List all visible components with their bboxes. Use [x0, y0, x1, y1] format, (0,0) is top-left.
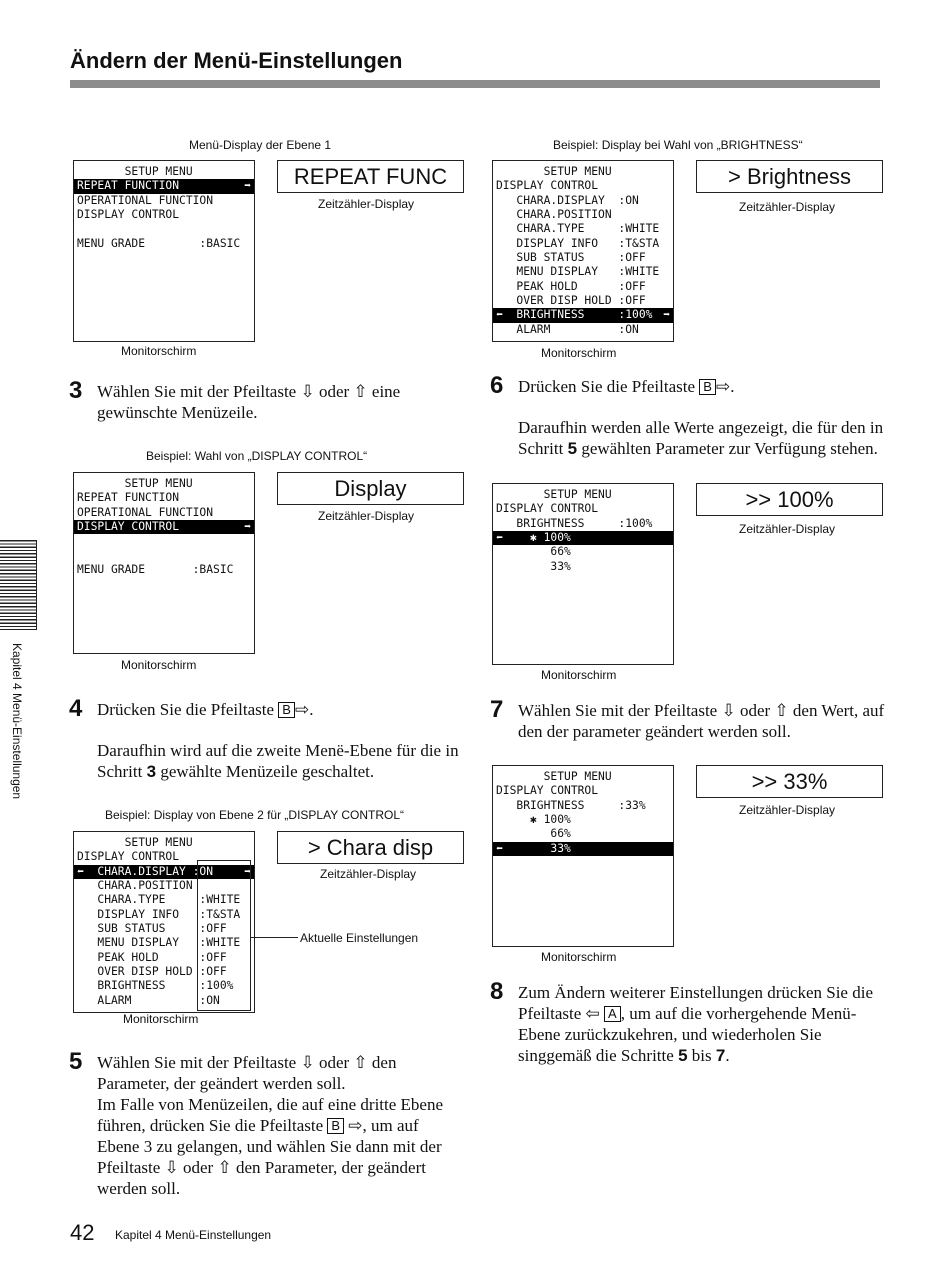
- menu-row-text: REPEAT FUNCTION: [77, 179, 180, 193]
- step-4-detail-end: gewählte Menüzeile geschaltet.: [160, 762, 375, 781]
- footer-chapter: Kapitel 4 Menü-Einstellungen: [115, 1228, 272, 1242]
- menu-row-text: CHARA.DISPLAY :ON: [496, 193, 639, 207]
- menu-row-text: DISPLAY INFO :T&STA: [77, 907, 241, 921]
- menu-row: [74, 836, 254, 850]
- fig1-counter-display: REPEAT FUNC: [277, 160, 464, 193]
- step-6-detail-end: gewählten Parameter zur Verfügung stehen.: [581, 439, 878, 458]
- menu-row-selected: [493, 531, 673, 545]
- menu-row-text: OVER DISP HOLD :OFF: [496, 294, 646, 308]
- step-7-text: Wählen Sie mit der Pfeiltaste ⇩ oder ⇧ den Wert, auf den der parameter geändert werden soll.: [518, 701, 885, 741]
- menu-row-text: MENU DISPLAY :WHITE: [77, 936, 241, 950]
- fig1-counter-label: Zeitzähler-Display: [318, 197, 415, 211]
- menu-row: [493, 251, 673, 265]
- menu-row-text: ✱ 100%: [496, 813, 571, 827]
- menu-row: [493, 208, 673, 222]
- menu-row-text: SUB STATUS :OFF: [77, 922, 227, 936]
- fig3-caption: Beispiel: Display von Ebene 2 für „DISPLAY CONTROL“: [105, 808, 405, 822]
- menu-row: [493, 784, 673, 798]
- step-4-number: 4: [69, 695, 83, 722]
- menu-row-text: ⬅ ✱ 100%: [496, 531, 571, 545]
- step-8: [490, 978, 888, 1066]
- menu-row-text: OPERATIONAL FUNCTION: [77, 193, 214, 207]
- fig4-caption: Beispiel: Display bei Wahl von „BRIGHTNESS“: [553, 138, 803, 152]
- step-4-detail: Daraufhin wird auf die zweite Menë-Ebene für die in Schritt: [97, 741, 459, 781]
- title-rule: [70, 80, 880, 88]
- menu-row-text: PEAK HOLD :OFF: [77, 950, 227, 964]
- menu-row: [493, 179, 673, 193]
- menu-row-text: ⬅ BRIGHTNESS :100%: [496, 308, 653, 322]
- callout-line: [250, 937, 298, 938]
- fig1-monitor-label: Monitorschirm: [121, 344, 197, 358]
- menu-row-text: 33%: [496, 559, 571, 573]
- step-7-number: 7: [490, 696, 504, 723]
- current-settings-bracket: [197, 860, 251, 1011]
- step-6-number: 6: [490, 372, 504, 399]
- menu-row-text: DISPLAY CONTROL: [496, 784, 599, 798]
- step-5-text: Wählen Sie mit der Pfeiltaste ⇩ oder ⇧ den Parameter, der geändert werden soll.: [97, 1053, 397, 1093]
- step-8-text-cont: , um auf die vorhergehende Menü-Ebene zurückzukehren, und wiederholen Sie singgemäß die Schritte: [518, 1004, 857, 1065]
- fig4-monitor-label: Monitorschirm: [541, 346, 617, 360]
- step-ref: 5: [567, 439, 578, 458]
- menu-row-text: DISPLAY CONTROL: [77, 850, 180, 864]
- fig3-counter-label: Zeitzähler-Display: [320, 867, 417, 881]
- menu-row: [493, 265, 673, 279]
- menu-row-text: ALARM :ON: [77, 993, 220, 1007]
- menu-row: [74, 208, 254, 222]
- menu-row-selected: [74, 179, 254, 193]
- fig1-monitor-screen: [73, 160, 255, 342]
- step-6: [490, 372, 888, 459]
- step-6-detail: Daraufhin werden alle Werte angezeigt, die für den in Schritt: [518, 418, 884, 458]
- step-5-detail: Im Falle von Menüzeilen, die auf eine dritte Ebene führen, drücken Sie die Pfeiltaste: [97, 1095, 444, 1135]
- menu-row: [74, 477, 254, 491]
- fig2-caption: Beispiel: Wahl von „DISPLAY CONTROL“: [146, 449, 368, 463]
- menu-row-text: SETUP MENU: [496, 488, 612, 501]
- b-key-icon: B: [699, 379, 716, 395]
- step-4-text: Drücken Sie die Pfeiltaste: [97, 700, 275, 719]
- step-6-text: Drücken Sie die Pfeiltaste: [518, 377, 696, 396]
- menu-row: [74, 491, 254, 505]
- fig6-monitor-screen: [492, 765, 674, 947]
- menu-row: [74, 165, 254, 179]
- menu-row-selected: [493, 842, 673, 856]
- b-key-icon: B: [327, 1118, 344, 1134]
- step-8-bis: bis: [691, 1046, 712, 1065]
- menu-row: [74, 222, 254, 236]
- fig4-monitor-screen: [492, 160, 674, 342]
- step-8-text: Zum Ändern weiterer Einstellungen drücken Sie die Pfeiltaste ⇦: [518, 983, 873, 1023]
- step-5: [69, 1048, 462, 1199]
- step-ref: 5: [678, 1046, 688, 1065]
- menu-row-text: SETUP MENU: [496, 770, 612, 783]
- menu-row: [74, 237, 254, 251]
- step-3: [69, 377, 457, 423]
- right-arrow-icon: ➡: [663, 308, 670, 322]
- right-arrow-icon: ➡: [244, 864, 251, 878]
- step-8-end: .: [725, 1046, 730, 1065]
- step-ref: 7: [715, 1046, 726, 1065]
- menu-row-text: ALARM :ON: [496, 322, 639, 336]
- fig2-monitor-screen: [73, 472, 255, 654]
- menu-row-text: MENU GRADE :BASIC: [77, 563, 234, 577]
- right-arrow-icon: ➡: [244, 520, 251, 534]
- right-arrow-icon: ⇨.: [715, 377, 735, 396]
- menu-row: [493, 280, 673, 294]
- step-ref: 3: [146, 762, 157, 781]
- menu-row: [493, 827, 673, 841]
- menu-row-text: ⬅ 33%: [496, 841, 571, 855]
- menu-row: [493, 770, 673, 784]
- menu-row: [493, 222, 673, 236]
- step-8-number: 8: [490, 978, 504, 1005]
- fig3-monitor-label: Monitorschirm: [123, 1012, 199, 1026]
- menu-row-text: BRIGHTNESS :100%: [496, 516, 653, 530]
- fig3-counter-display: > Chara disp: [277, 831, 464, 864]
- chapter-tab-divider: [36, 540, 37, 630]
- menu-row: [74, 563, 254, 577]
- menu-row-text: SETUP MENU: [77, 836, 193, 849]
- right-arrow-icon: ⇨.: [294, 700, 314, 719]
- menu-row: [493, 237, 673, 251]
- menu-row-text: ⬅ CHARA.DISPLAY :ON: [77, 864, 214, 878]
- menu-row-text: SUB STATUS :OFF: [496, 251, 646, 265]
- menu-row: [74, 506, 254, 520]
- menu-row-text: SETUP MENU: [77, 477, 193, 490]
- fig4-counter-display: > Brightness: [696, 160, 883, 193]
- menu-row-text: 66%: [496, 545, 571, 559]
- step-4: [69, 695, 462, 782]
- menu-row-text: OVER DISP HOLD :OFF: [77, 965, 227, 979]
- fig6-monitor-label: Monitorschirm: [541, 950, 617, 964]
- step-5-detail-end: ⇨, um auf Ebene 3 zu gelangen, und wählen Sie dann mit der Pfeiltaste ⇩ oder ⇧ den Parameter, der geändert werden soll.: [97, 1116, 442, 1198]
- current-settings-label: Aktuelle Einstellungen: [300, 931, 419, 945]
- chapter-tab-marker: [0, 540, 36, 630]
- menu-row-text: DISPLAY CONTROL: [496, 502, 599, 516]
- menu-row-selected: [493, 308, 673, 322]
- menu-row-text: OPERATIONAL FUNCTION: [77, 505, 214, 519]
- menu-row: [493, 323, 673, 337]
- menu-row-text: 66%: [496, 827, 571, 841]
- fig2-monitor-label: Monitorschirm: [121, 658, 197, 672]
- menu-row-text: REPEAT FUNCTION: [77, 491, 180, 505]
- fig5-monitor-screen: [492, 483, 674, 665]
- menu-row: [74, 194, 254, 208]
- menu-row-text: BRIGHTNESS :33%: [496, 798, 646, 812]
- b-key-icon: B: [278, 702, 295, 718]
- fig4-counter-label: Zeitzähler-Display: [739, 200, 836, 214]
- fig6-counter-label: Zeitzähler-Display: [739, 803, 836, 817]
- step-3-number: 3: [69, 377, 83, 404]
- menu-row: [493, 194, 673, 208]
- step-5-number: 5: [69, 1048, 83, 1075]
- page-title: Ändern der Menü-Einstellungen: [70, 48, 403, 73]
- fig2-counter-label: Zeitzähler-Display: [318, 509, 415, 523]
- menu-row-text: DISPLAY CONTROL: [77, 520, 180, 534]
- fig5-counter-display: >> 100%: [696, 483, 883, 516]
- menu-row-text: CHARA.TYPE :WHITE: [77, 893, 241, 907]
- menu-row: [493, 545, 673, 559]
- fig5-counter-label: Zeitzähler-Display: [739, 522, 836, 536]
- menu-row: [493, 813, 673, 827]
- step-3-text: Wählen Sie mit der Pfeiltaste ⇩ oder ⇧ eine gewünschte Menüzeile.: [97, 382, 401, 422]
- menu-row: [74, 534, 254, 548]
- menu-row: [493, 488, 673, 502]
- fig1-caption: Menü-Display der Ebene 1: [189, 138, 332, 152]
- a-key-icon: A: [604, 1006, 621, 1022]
- menu-row: [74, 549, 254, 563]
- menu-row-text: PEAK HOLD :OFF: [496, 279, 646, 293]
- menu-row-text: MENU DISPLAY :WHITE: [496, 265, 660, 279]
- menu-row-text: DISPLAY CONTROL: [77, 208, 180, 222]
- menu-row-selected: [74, 520, 254, 534]
- menu-row: [493, 294, 673, 308]
- step-7: [490, 696, 888, 742]
- menu-row-text: SETUP MENU: [77, 165, 193, 178]
- menu-row: [493, 799, 673, 813]
- fig6-counter-display: >> 33%: [696, 765, 883, 798]
- menu-row: [493, 560, 673, 574]
- right-arrow-icon: ➡: [244, 179, 251, 193]
- menu-row: [493, 502, 673, 516]
- menu-row-text: BRIGHTNESS :100%: [77, 979, 234, 993]
- menu-row-text: SETUP MENU: [496, 165, 612, 178]
- menu-row-text: CHARA.POSITION: [496, 208, 612, 222]
- menu-row-text: CHARA.POSITION: [77, 879, 193, 893]
- menu-row-text: MENU GRADE :BASIC: [77, 236, 241, 250]
- menu-row: [493, 165, 673, 179]
- chapter-tab-label: Kapitel 4 Menü-Einstellungen: [10, 643, 24, 800]
- menu-row-text: CHARA.TYPE :WHITE: [496, 222, 660, 236]
- menu-row-text: DISPLAY INFO :T&STA: [496, 236, 660, 250]
- menu-row-text: DISPLAY CONTROL: [496, 179, 599, 193]
- fig5-monitor-label: Monitorschirm: [541, 668, 617, 682]
- menu-row: [493, 517, 673, 531]
- fig2-counter-display: Display: [277, 472, 464, 505]
- page-number: 42: [70, 1220, 95, 1245]
